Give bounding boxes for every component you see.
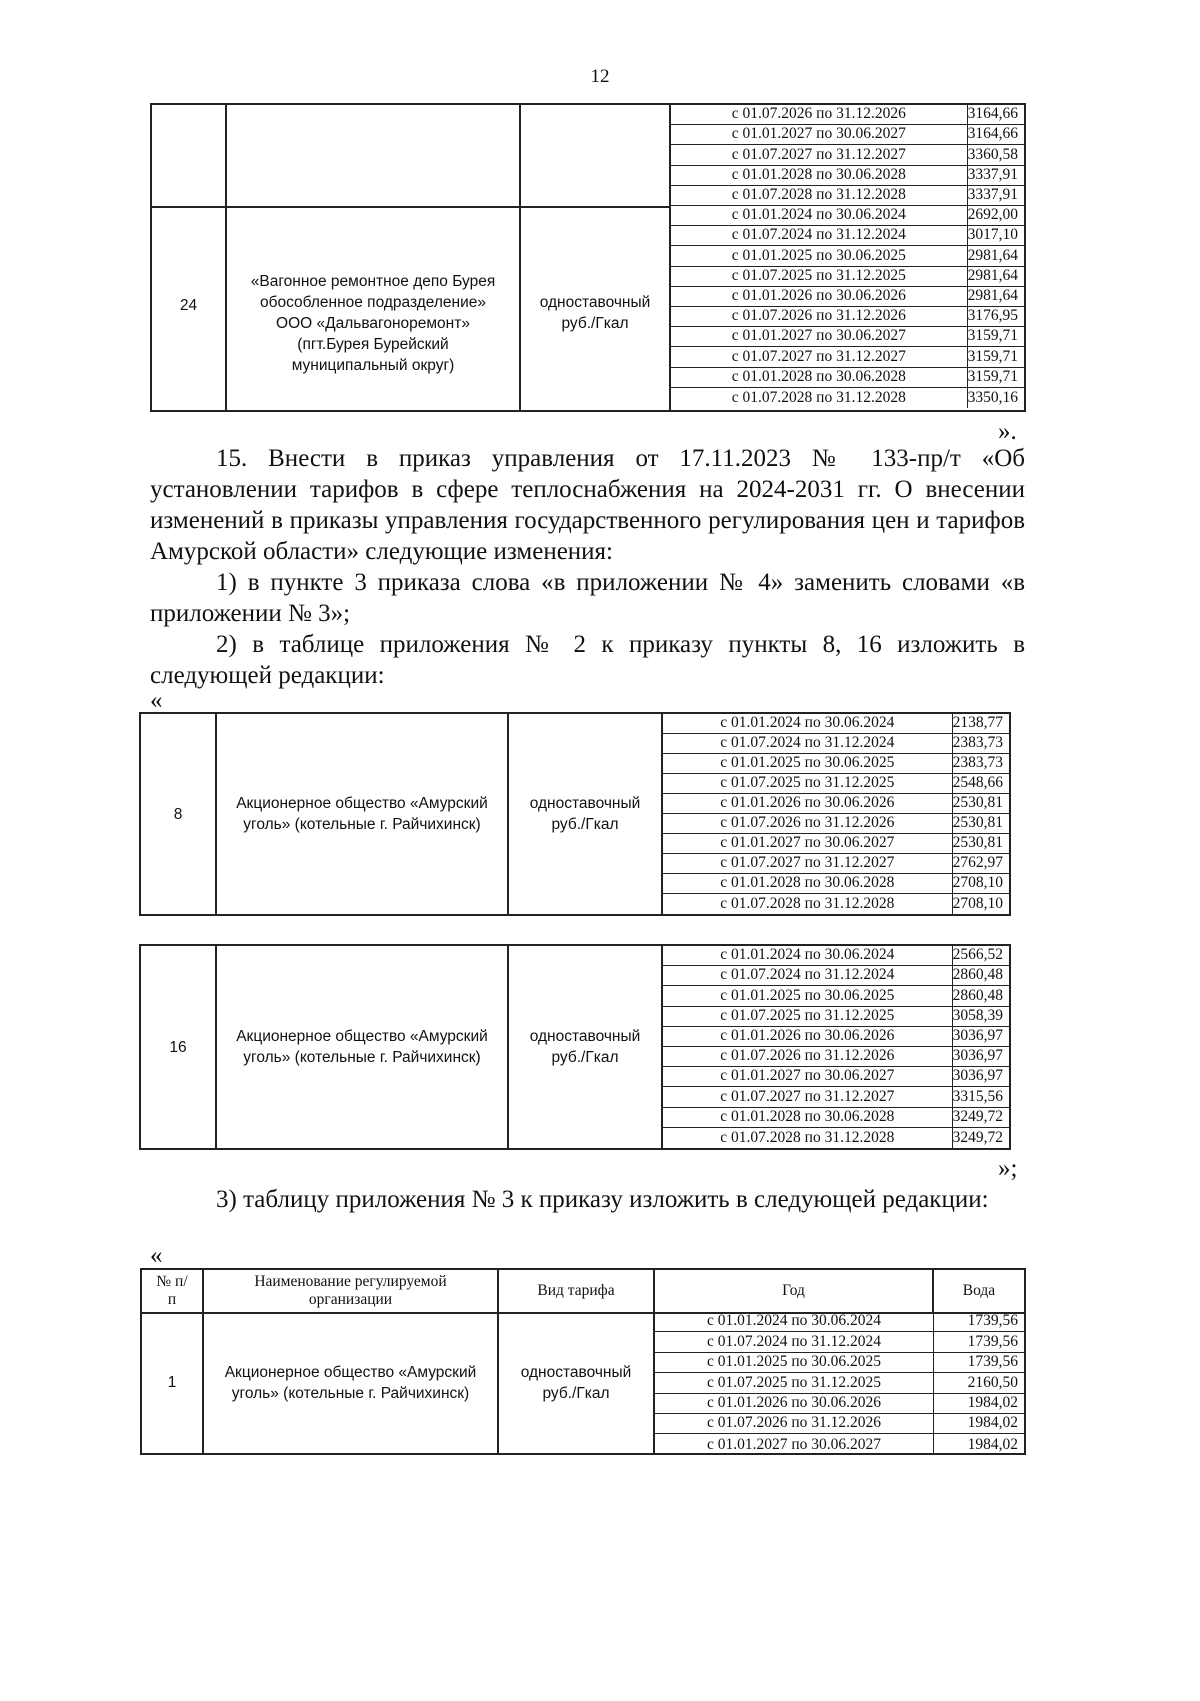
- period-cell: с 01.07.2026 по 31.12.2026: [671, 307, 968, 326]
- period-cell: с 01.01.2027 по 30.06.2027: [655, 1434, 934, 1454]
- table-row: [663, 1128, 1009, 1148]
- table-row: [663, 774, 1009, 794]
- paragraph-item-3: 3) таблицу приложения № 3 к приказу изложить в следующей редакции:: [216, 1186, 989, 1213]
- table-row: [655, 1353, 1024, 1373]
- value-cell: 1984,02: [967, 1414, 1018, 1432]
- period-cell: с 01.07.2027 по 31.12.2027: [671, 145, 968, 164]
- row-number: 16: [169, 1038, 187, 1056]
- table-row: [663, 1087, 1009, 1107]
- table-row: [663, 874, 1009, 894]
- header-organization: Наименование регулируемой организации: [204, 1270, 499, 1312]
- table-row: [671, 226, 1024, 246]
- table-row: [663, 794, 1009, 814]
- value-cell: 3159,71: [967, 367, 1018, 385]
- period-cell: с 01.07.2027 по 31.12.2027: [671, 347, 968, 366]
- tariff-column: [499, 1312, 655, 1453]
- value-cell: 3337,91: [967, 185, 1018, 203]
- table-row: [655, 1373, 1024, 1393]
- header-tariff-type: Вид тарифа: [499, 1270, 655, 1312]
- period-rows: [655, 1312, 1024, 1453]
- period-cell: с 01.01.2028 по 30.06.2028: [671, 368, 968, 387]
- table-row: [663, 834, 1009, 854]
- period-cell: с 01.07.2024 по 31.12.2024: [671, 226, 968, 245]
- period-cell: с 01.01.2026 по 30.06.2026: [671, 287, 968, 306]
- period-cell: с 01.07.2026 по 31.12.2026: [671, 105, 968, 124]
- org-column: [217, 714, 509, 914]
- table-row: [655, 1394, 1024, 1414]
- org-column: [217, 946, 509, 1148]
- organization-name: Акционерное общество «Амурский уголь» (котельные г. Райчихинск): [236, 795, 488, 833]
- tariff-type: одноставочный руб./Гкал: [529, 1028, 641, 1066]
- value-cell: 2383,73: [952, 734, 1003, 751]
- period-cell: с 01.01.2024 по 30.06.2024: [671, 206, 968, 225]
- period-rows: [663, 946, 1009, 1148]
- period-cell: с 01.07.2025 по 31.12.2025: [671, 267, 968, 286]
- tariff-column: [509, 946, 663, 1148]
- value-cell: 2383,73: [952, 754, 1003, 771]
- table-row: [671, 166, 1024, 186]
- period-cell: с 01.01.2028 по 30.06.2028: [663, 1108, 953, 1127]
- table-row: [671, 307, 1024, 327]
- period-cell: с 01.07.2024 по 31.12.2024: [655, 1332, 934, 1351]
- tariff-type: одноставочный руб./Гкал: [529, 795, 641, 833]
- paragraph-item-2: 2) в таблице приложения № 2 к приказу пункты 8, 16 изложить в следующей редакции:: [150, 631, 1025, 689]
- value-cell: 1739,56: [967, 1312, 1018, 1330]
- organization-name: Акционерное общество «Амурский уголь» (котельные г. Райчихинск): [236, 1028, 488, 1066]
- tariff-table-continued: [150, 103, 1026, 412]
- num-column: [141, 946, 217, 1148]
- period-cell: с 01.07.2028 по 31.12.2028: [663, 894, 953, 914]
- opening-quote: «: [150, 1242, 163, 1269]
- table-row: [663, 1108, 1009, 1128]
- value-cell: 3017,10: [967, 226, 1018, 244]
- tariff-column: [509, 714, 663, 914]
- value-cell: 3176,95: [967, 307, 1018, 325]
- value-cell: 2138,77: [952, 714, 1003, 731]
- organization-name: Акционерное общество «Амурский уголь» (котельные г. Райчихинск): [224, 1363, 477, 1402]
- table-row: [671, 186, 1024, 206]
- table-row: [655, 1434, 1024, 1454]
- value-cell: 3164,66: [967, 105, 1018, 123]
- period-cell: с 01.01.2025 по 30.06.2025: [663, 986, 953, 1005]
- value-cell: 3350,16: [967, 388, 1018, 406]
- value-cell: 1984,02: [967, 1393, 1018, 1411]
- table-row: [671, 246, 1024, 266]
- period-cell: с 01.01.2025 по 30.06.2025: [671, 246, 968, 265]
- period-cell: с 01.07.2026 по 31.12.2026: [663, 1047, 953, 1066]
- period-cell: с 01.07.2024 по 31.12.2024: [663, 966, 953, 985]
- table-row: [671, 125, 1024, 145]
- value-cell: 1739,56: [967, 1332, 1018, 1350]
- table-row: [663, 966, 1009, 986]
- tariff-column: [521, 105, 671, 410]
- table-row: [671, 105, 1024, 125]
- org-column: [227, 105, 521, 410]
- period-cell: с 01.01.2024 по 30.06.2024: [663, 946, 953, 965]
- header-year: Год: [655, 1270, 934, 1312]
- table-row: [655, 1332, 1024, 1352]
- period-cell: с 01.01.2024 по 30.06.2024: [655, 1312, 934, 1331]
- period-cell: с 01.01.2025 по 30.06.2025: [663, 754, 953, 773]
- period-cell: с 01.01.2027 по 30.06.2027: [671, 125, 968, 144]
- table-row: [671, 145, 1024, 165]
- period-rows: [671, 105, 1024, 410]
- period-cell: с 01.01.2028 по 30.06.2028: [663, 874, 953, 893]
- value-cell: 2981,64: [967, 246, 1018, 264]
- value-cell: 2530,81: [952, 834, 1003, 851]
- table-row: [671, 206, 1024, 226]
- table-row: [663, 1007, 1009, 1027]
- period-cell: с 01.07.2028 по 31.12.2028: [671, 186, 968, 205]
- table-row: [663, 1067, 1009, 1087]
- period-cell: с 01.07.2025 по 31.12.2025: [655, 1373, 934, 1392]
- value-cell: 1984,02: [967, 1435, 1018, 1453]
- closing-quote: ».: [998, 418, 1017, 445]
- period-cell: с 01.01.2026 по 30.06.2026: [663, 1027, 953, 1046]
- value-cell: 2530,81: [952, 794, 1003, 811]
- table-row: [663, 1047, 1009, 1067]
- header-water: Вода: [962, 1282, 996, 1299]
- table-row: [663, 814, 1009, 834]
- row-number: 24: [179, 297, 198, 314]
- value-cell: 3058,39: [952, 1006, 1003, 1024]
- value-cell: 2530,81: [952, 814, 1003, 831]
- period-cell: с 01.01.2024 по 30.06.2024: [663, 714, 953, 733]
- value-cell: 2708,10: [952, 895, 1003, 912]
- value-cell: 3159,71: [967, 327, 1018, 345]
- table-row: [663, 946, 1009, 966]
- value-cell: 2860,48: [952, 986, 1003, 1004]
- period-cell: с 01.07.2028 по 31.12.2028: [671, 388, 968, 408]
- value-cell: 2692,00: [967, 206, 1018, 224]
- paragraph-15: 15. Внести в приказ управления от 17.11.2023 № 133-пр/т «Об установлении тарифов в сфере теплоснабжения на 2024-2031 гг. О внесении изменений в приказы управления государственного регулирования цен и тарифов Амурской области» следующие изменения:: [150, 445, 1025, 565]
- table-row: [671, 368, 1024, 388]
- value-cell: 2548,66: [952, 774, 1003, 791]
- value-cell: 3164,66: [967, 125, 1018, 143]
- period-cell: с 01.07.2026 по 31.12.2026: [655, 1414, 934, 1433]
- table-row: [655, 1414, 1024, 1434]
- tariff-table-item-8: [139, 712, 1011, 916]
- period-cell: с 01.07.2024 по 31.12.2024: [663, 734, 953, 753]
- num-column: [152, 105, 227, 410]
- num-column: [142, 1312, 204, 1453]
- table-row: [663, 854, 1009, 874]
- page-number: 12: [590, 66, 610, 87]
- period-rows: [663, 714, 1009, 914]
- period-cell: с 01.07.2028 по 31.12.2028: [663, 1128, 953, 1148]
- table-row: [671, 267, 1024, 287]
- table-row: [655, 1312, 1024, 1332]
- period-cell: с 01.07.2027 по 31.12.2027: [663, 1087, 953, 1106]
- value-cell: 3360,58: [967, 145, 1018, 163]
- value-cell: 3337,91: [967, 165, 1018, 183]
- header-num: № п/п: [142, 1270, 204, 1312]
- table-row: [663, 734, 1009, 754]
- value-cell: 3036,97: [952, 1067, 1003, 1085]
- org-column: [204, 1312, 499, 1453]
- table-row: [671, 327, 1024, 347]
- period-cell: с 01.07.2025 по 31.12.2025: [663, 1007, 953, 1026]
- period-cell: с 01.01.2027 по 30.06.2027: [663, 834, 953, 853]
- value-cell: 3036,97: [952, 1047, 1003, 1065]
- value-cell: 3249,72: [952, 1128, 1003, 1146]
- value-cell: 3159,71: [967, 347, 1018, 365]
- period-cell: с 01.07.2025 по 31.12.2025: [663, 774, 953, 793]
- table-row: [663, 1027, 1009, 1047]
- opening-quote: «: [150, 687, 163, 714]
- water-tariff-table: [140, 1268, 1026, 1455]
- closing-quote: »;: [998, 1155, 1018, 1182]
- value-cell: 3315,56: [952, 1087, 1003, 1105]
- period-cell: с 01.01.2027 по 30.06.2027: [671, 327, 968, 346]
- value-cell: 2981,64: [967, 286, 1018, 304]
- value-cell: 3036,97: [952, 1026, 1003, 1044]
- table-row: [663, 754, 1009, 774]
- organization-name: «Вагонное ремонтное депо Бурея обособленное подразделение» ООО «Дальвагоноремонт» (пгт.Бурея Бурейский муниципальный округ): [250, 273, 496, 374]
- row-number: 8: [173, 805, 183, 823]
- table-row: [663, 714, 1009, 734]
- period-cell: с 01.01.2025 по 30.06.2025: [655, 1353, 934, 1372]
- period-cell: с 01.01.2026 по 30.06.2026: [663, 794, 953, 813]
- value-cell: 2708,10: [952, 874, 1003, 891]
- value-cell: 2981,64: [967, 266, 1018, 284]
- value-cell: 3249,72: [952, 1107, 1003, 1125]
- paragraph-item-1: 1) в пункте 3 приказа слова «в приложении № 4» заменить словами «в приложении № 3»;: [150, 569, 1025, 627]
- value-cell: 2762,97: [952, 854, 1003, 871]
- tariff-type: одноставочный руб./Гкал: [539, 294, 651, 332]
- table-row: [671, 388, 1024, 408]
- period-cell: с 01.07.2026 по 31.12.2026: [663, 814, 953, 833]
- period-cell: с 01.07.2027 по 31.12.2027: [663, 854, 953, 873]
- table-row: [663, 894, 1009, 914]
- tariff-type: одноставочный руб./Гкал: [520, 1363, 632, 1402]
- period-cell: с 01.01.2027 по 30.06.2027: [663, 1067, 953, 1086]
- value-cell: 2566,52: [952, 946, 1003, 964]
- row-number: 1: [167, 1374, 177, 1391]
- value-cell: 1739,56: [967, 1353, 1018, 1371]
- value-cell: 2160,50: [967, 1373, 1018, 1391]
- tariff-table-item-16: [139, 944, 1011, 1150]
- table-row: [671, 347, 1024, 367]
- period-cell: с 01.01.2026 по 30.06.2026: [655, 1394, 934, 1413]
- period-cell: с 01.01.2028 по 30.06.2028: [671, 166, 968, 185]
- table-row: [663, 986, 1009, 1006]
- value-cell: 2860,48: [952, 966, 1003, 984]
- table-row: [671, 287, 1024, 307]
- num-column: [141, 714, 217, 914]
